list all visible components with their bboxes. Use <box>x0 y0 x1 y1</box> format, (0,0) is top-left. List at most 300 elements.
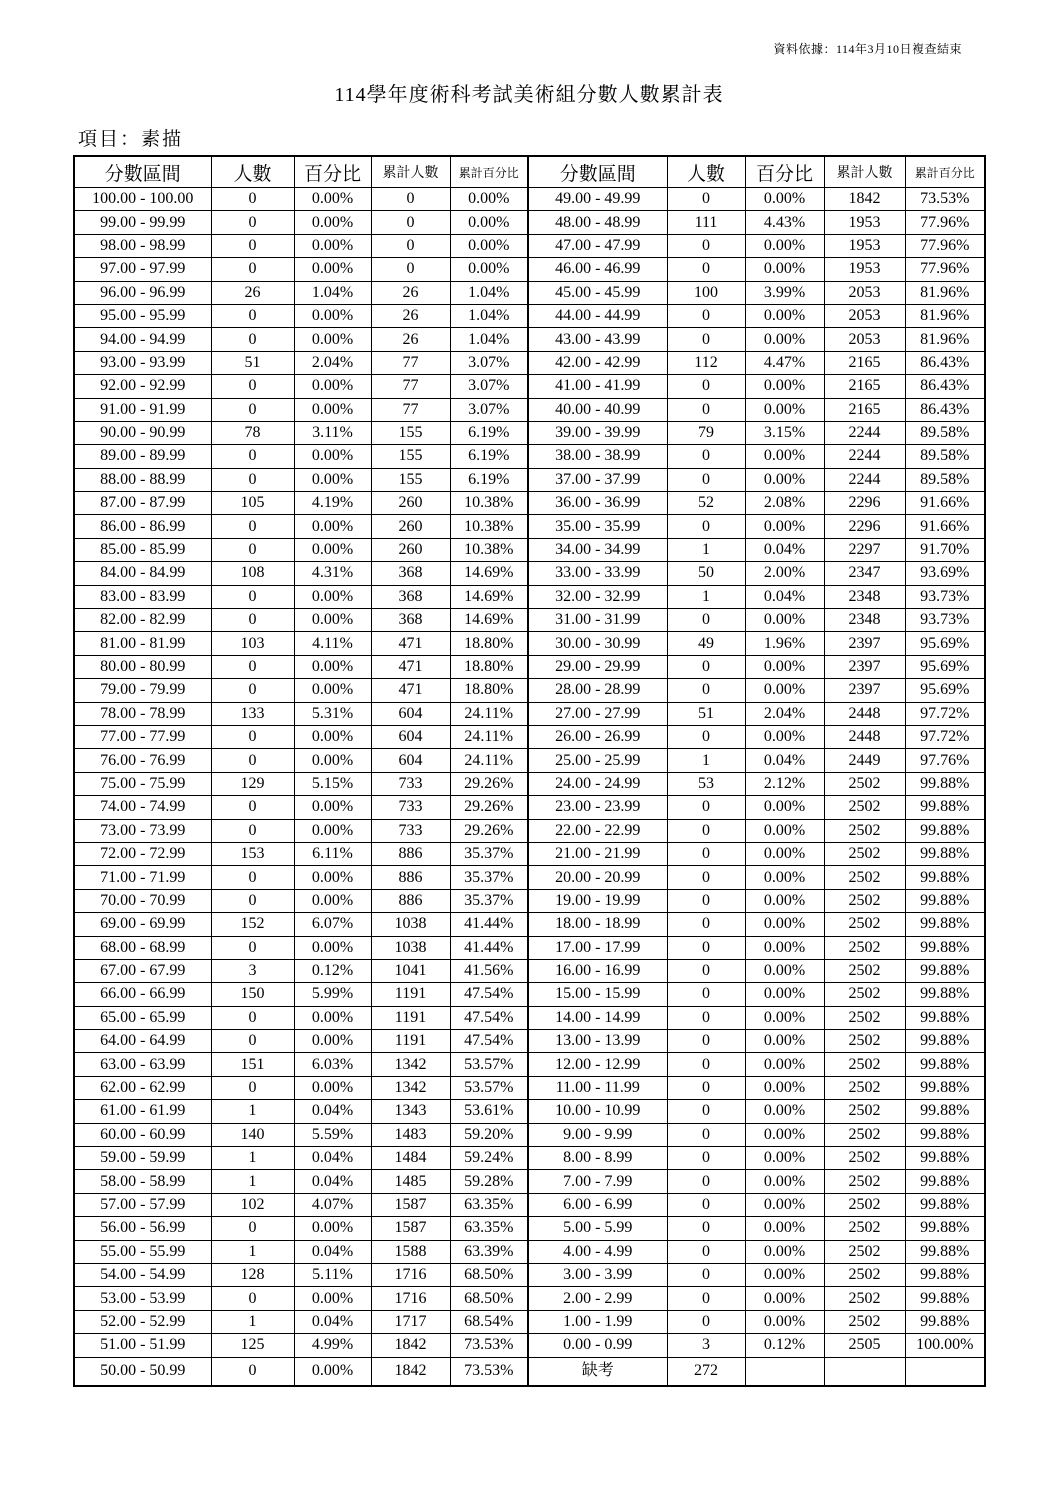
percent-cell: 0.00% <box>294 328 371 351</box>
count-cell: 0 <box>667 983 745 1006</box>
percent-cell: 0.04% <box>294 1310 371 1333</box>
percent-cell: 3.11% <box>294 421 371 444</box>
percent-cell: 0.00% <box>745 1123 824 1146</box>
percent-cell: 4.19% <box>294 492 371 515</box>
percent-cell: 0.00% <box>745 328 824 351</box>
cumulative-percent-cell: 59.24% <box>450 1147 528 1170</box>
cumulative-percent-cell: 86.43% <box>905 375 985 398</box>
count-cell: 0 <box>667 655 745 678</box>
header-cumulative-percent: 累計百分比 <box>450 156 528 188</box>
score-range-cell: 93.00 - 93.99 <box>74 351 211 374</box>
count-cell: 0 <box>211 1006 294 1029</box>
cumulative-percent-cell: 93.69% <box>905 562 985 585</box>
count-cell: 0 <box>667 234 745 257</box>
cumulative-percent-cell: 0.00% <box>450 258 528 281</box>
cumulative-count-cell: 2502 <box>824 842 905 865</box>
count-cell: 0 <box>211 375 294 398</box>
score-range-cell: 16.00 - 16.99 <box>528 959 667 982</box>
cumulative-percent-cell: 99.88% <box>905 1170 985 1193</box>
cumulative-percent-cell: 10.38% <box>450 492 528 515</box>
percent-cell: 0.00% <box>294 258 371 281</box>
cumulative-count-cell: 2397 <box>824 655 905 678</box>
score-range-cell: 95.00 - 95.99 <box>74 304 211 327</box>
cumulative-percent-cell: 35.37% <box>450 889 528 912</box>
count-cell: 26 <box>211 281 294 304</box>
score-range-cell: 18.00 - 18.99 <box>528 913 667 936</box>
cumulative-count-cell: 0 <box>371 234 450 257</box>
cumulative-percent-cell: 95.69% <box>905 655 985 678</box>
cumulative-count-cell: 2296 <box>824 492 905 515</box>
cumulative-percent-cell: 6.19% <box>450 445 528 468</box>
count-cell: 0 <box>211 1030 294 1053</box>
cumulative-count-cell: 1716 <box>371 1287 450 1310</box>
count-cell: 79 <box>667 421 745 444</box>
cumulative-percent-cell: 99.88% <box>905 1193 985 1216</box>
table-row <box>74 679 985 702</box>
count-cell: 0 <box>211 328 294 351</box>
cumulative-count-cell: 1953 <box>824 258 905 281</box>
cumulative-percent-cell: 18.80% <box>450 679 528 702</box>
cumulative-percent-cell: 81.96% <box>905 281 985 304</box>
cumulative-count-cell: 2297 <box>824 538 905 561</box>
score-range-cell: 68.00 - 68.99 <box>74 936 211 959</box>
cumulative-count-cell: 886 <box>371 866 450 889</box>
percent-cell: 0.00% <box>745 819 824 842</box>
cumulative-percent-cell: 59.28% <box>450 1170 528 1193</box>
cumulative-percent-cell: 97.72% <box>905 702 985 725</box>
score-range-cell: 30.00 - 30.99 <box>528 632 667 655</box>
cumulative-percent-cell: 77.96% <box>905 258 985 281</box>
percent-cell: 2.00% <box>745 562 824 585</box>
cumulative-count-cell: 368 <box>371 562 450 585</box>
score-range-cell: 20.00 - 20.99 <box>528 866 667 889</box>
score-range-cell: 39.00 - 39.99 <box>528 421 667 444</box>
percent-cell: 0.00% <box>294 866 371 889</box>
count-cell: 272 <box>667 1357 745 1386</box>
score-distribution-table <box>73 155 986 1387</box>
percent-cell: 0.00% <box>745 1147 824 1170</box>
percent-cell: 0.00% <box>294 609 371 632</box>
percent-cell: 0.00% <box>745 515 824 538</box>
score-range-cell: 76.00 - 76.99 <box>74 749 211 772</box>
cumulative-count-cell: 1587 <box>371 1193 450 1216</box>
cumulative-percent-cell: 99.88% <box>905 1076 985 1099</box>
percent-cell: 0.00% <box>745 1053 824 1076</box>
score-range-cell: 17.00 - 17.99 <box>528 936 667 959</box>
percent-cell: 0.00% <box>294 515 371 538</box>
cumulative-count-cell: 733 <box>371 796 450 819</box>
count-cell: 0 <box>211 304 294 327</box>
cumulative-percent-cell: 99.88% <box>905 1030 985 1053</box>
count-cell: 0 <box>667 398 745 421</box>
count-cell: 0 <box>667 959 745 982</box>
percent-cell: 4.11% <box>294 632 371 655</box>
percent-cell: 0.12% <box>745 1334 824 1357</box>
cumulative-count-cell: 0 <box>371 211 450 234</box>
percent-cell: 0.00% <box>294 936 371 959</box>
score-range-cell: 66.00 - 66.99 <box>74 983 211 1006</box>
score-range-cell: 21.00 - 21.99 <box>528 842 667 865</box>
count-cell: 0 <box>211 468 294 491</box>
score-range-cell: 91.00 - 91.99 <box>74 398 211 421</box>
table-row <box>74 445 985 468</box>
cumulative-count-cell: 1343 <box>371 1100 450 1123</box>
percent-cell: 0.00% <box>294 375 371 398</box>
count-cell: 0 <box>211 725 294 748</box>
count-cell: 0 <box>667 842 745 865</box>
cumulative-count-cell: 604 <box>371 702 450 725</box>
table-row <box>74 959 985 982</box>
percent-cell: 0.00% <box>294 1076 371 1099</box>
score-range-cell: 82.00 - 82.99 <box>74 609 211 632</box>
count-cell: 100 <box>667 281 745 304</box>
cumulative-count-cell: 2053 <box>824 328 905 351</box>
cumulative-count-cell: 1717 <box>371 1310 450 1333</box>
percent-cell: 0.04% <box>745 538 824 561</box>
count-cell: 0 <box>667 445 745 468</box>
score-range-cell: 13.00 - 13.99 <box>528 1030 667 1053</box>
table-row <box>74 1170 985 1193</box>
cumulative-percent-cell: 99.88% <box>905 842 985 865</box>
cumulative-percent-cell: 24.11% <box>450 749 528 772</box>
cumulative-count-cell: 260 <box>371 538 450 561</box>
cumulative-count-cell: 1587 <box>371 1217 450 1240</box>
cumulative-count-cell: 2502 <box>824 1123 905 1146</box>
count-cell: 0 <box>211 445 294 468</box>
cumulative-percent-cell: 89.58% <box>905 445 985 468</box>
cumulative-count-cell: 1038 <box>371 936 450 959</box>
count-cell: 1 <box>211 1147 294 1170</box>
cumulative-percent-cell: 18.80% <box>450 632 528 655</box>
cumulative-count-cell: 471 <box>371 679 450 702</box>
score-range-cell: 35.00 - 35.99 <box>528 515 667 538</box>
cumulative-percent-cell: 100.00% <box>905 1334 985 1357</box>
cumulative-percent-cell: 99.88% <box>905 772 985 795</box>
count-cell: 108 <box>211 562 294 585</box>
count-cell: 0 <box>667 913 745 936</box>
score-range-cell: 74.00 - 74.99 <box>74 796 211 819</box>
percent-cell: 3.15% <box>745 421 824 444</box>
percent-cell: 1.96% <box>745 632 824 655</box>
percent-cell: 0.00% <box>745 1076 824 1099</box>
cumulative-count-cell: 1588 <box>371 1240 450 1263</box>
percent-cell: 0.04% <box>294 1100 371 1123</box>
count-cell: 0 <box>667 866 745 889</box>
count-cell: 0 <box>211 1076 294 1099</box>
cumulative-count-cell: 733 <box>371 772 450 795</box>
percent-cell: 0.00% <box>294 749 371 772</box>
score-range-cell: 49.00 - 49.99 <box>528 188 667 211</box>
score-range-cell: 80.00 - 80.99 <box>74 655 211 678</box>
score-range-cell: 27.00 - 27.99 <box>528 702 667 725</box>
score-range-cell: 71.00 - 71.99 <box>74 866 211 889</box>
cumulative-count-cell: 155 <box>371 445 450 468</box>
cumulative-percent-cell: 29.26% <box>450 772 528 795</box>
cumulative-count-cell: 2502 <box>824 1193 905 1216</box>
cumulative-count-cell: 2347 <box>824 562 905 585</box>
percent-cell: 5.11% <box>294 1263 371 1286</box>
percent-cell: 5.99% <box>294 983 371 1006</box>
score-range-cell: 4.00 - 4.99 <box>528 1240 667 1263</box>
table-row <box>74 1240 985 1263</box>
score-range-cell: 84.00 - 84.99 <box>74 562 211 585</box>
count-cell: 0 <box>667 1123 745 1146</box>
cumulative-count-cell: 2502 <box>824 1147 905 1170</box>
score-range-cell: 25.00 - 25.99 <box>528 749 667 772</box>
percent-cell: 0.00% <box>745 1006 824 1029</box>
score-range-cell: 75.00 - 75.99 <box>74 772 211 795</box>
table-row <box>74 304 985 327</box>
cumulative-percent-cell: 1.04% <box>450 328 528 351</box>
percent-cell: 0.00% <box>294 468 371 491</box>
cumulative-percent-cell: 14.69% <box>450 609 528 632</box>
cumulative-percent-cell: 99.88% <box>905 983 985 1006</box>
header-cumulative-percent: 累計百分比 <box>905 156 985 188</box>
count-cell: 151 <box>211 1053 294 1076</box>
count-cell: 0 <box>667 725 745 748</box>
cumulative-count-cell: 1842 <box>371 1334 450 1357</box>
cumulative-count-cell: 0 <box>371 188 450 211</box>
percent-cell: 0.00% <box>294 1217 371 1240</box>
score-range-cell: 60.00 - 60.99 <box>74 1123 211 1146</box>
percent-cell: 0.00% <box>745 1263 824 1286</box>
cumulative-percent-cell: 99.88% <box>905 1287 985 1310</box>
table-row <box>74 842 985 865</box>
count-cell: 0 <box>667 1287 745 1310</box>
score-range-cell: 61.00 - 61.99 <box>74 1100 211 1123</box>
cumulative-count-cell: 2165 <box>824 351 905 374</box>
cumulative-count-cell: 2165 <box>824 398 905 421</box>
table-row <box>74 1357 985 1386</box>
score-range-cell: 40.00 - 40.99 <box>528 398 667 421</box>
cumulative-count-cell: 26 <box>371 281 450 304</box>
percent-cell: 0.00% <box>745 1170 824 1193</box>
cumulative-count-cell: 2505 <box>824 1334 905 1357</box>
cumulative-count-cell: 2448 <box>824 725 905 748</box>
count-cell: 150 <box>211 983 294 1006</box>
score-range-cell: 65.00 - 65.99 <box>74 1006 211 1029</box>
count-cell: 0 <box>211 749 294 772</box>
percent-cell: 0.00% <box>745 234 824 257</box>
cumulative-percent-cell: 99.88% <box>905 913 985 936</box>
count-cell: 0 <box>667 1147 745 1170</box>
table-row <box>74 866 985 889</box>
cumulative-count-cell: 2502 <box>824 1006 905 1029</box>
cumulative-count-cell: 2502 <box>824 1263 905 1286</box>
percent-cell: 0.04% <box>745 585 824 608</box>
count-cell: 0 <box>667 1006 745 1029</box>
count-cell: 78 <box>211 421 294 444</box>
cumulative-percent-cell: 41.44% <box>450 936 528 959</box>
percent-cell: 0.00% <box>294 725 371 748</box>
table-row <box>74 1217 985 1240</box>
cumulative-count-cell: 2448 <box>824 702 905 725</box>
percent-cell: 0.00% <box>745 375 824 398</box>
cumulative-percent-cell: 99.88% <box>905 819 985 842</box>
score-range-cell: 92.00 - 92.99 <box>74 375 211 398</box>
table-row <box>74 1076 985 1099</box>
score-range-cell: 77.00 - 77.99 <box>74 725 211 748</box>
cumulative-count-cell: 368 <box>371 585 450 608</box>
count-cell: 0 <box>211 655 294 678</box>
cumulative-percent-cell: 73.53% <box>450 1357 528 1386</box>
count-cell: 0 <box>667 1240 745 1263</box>
percent-cell: 4.99% <box>294 1334 371 1357</box>
count-cell: 49 <box>667 632 745 655</box>
cumulative-percent-cell: 99.88% <box>905 1053 985 1076</box>
cumulative-count-cell: 2502 <box>824 983 905 1006</box>
percent-cell: 0.00% <box>745 1310 824 1333</box>
cumulative-count-cell: 1842 <box>371 1357 450 1386</box>
count-cell: 133 <box>211 702 294 725</box>
table-row <box>74 398 985 421</box>
percent-cell: 0.00% <box>294 188 371 211</box>
cumulative-count-cell: 2502 <box>824 913 905 936</box>
cumulative-percent-cell: 63.35% <box>450 1217 528 1240</box>
cumulative-count-cell: 2502 <box>824 889 905 912</box>
count-cell: 1 <box>211 1310 294 1333</box>
score-range-cell: 3.00 - 3.99 <box>528 1263 667 1286</box>
cumulative-count-cell: 1342 <box>371 1076 450 1099</box>
cumulative-count-cell: 26 <box>371 304 450 327</box>
score-range-cell: 41.00 - 41.99 <box>528 375 667 398</box>
percent-cell: 0.00% <box>745 1240 824 1263</box>
count-cell: 0 <box>667 1076 745 1099</box>
count-cell: 0 <box>667 609 745 632</box>
count-cell: 128 <box>211 1263 294 1286</box>
score-range-cell: 12.00 - 12.99 <box>528 1053 667 1076</box>
score-range-cell: 69.00 - 69.99 <box>74 913 211 936</box>
cumulative-percent-cell: 97.72% <box>905 725 985 748</box>
cumulative-percent-cell: 97.76% <box>905 749 985 772</box>
cumulative-percent-cell: 63.35% <box>450 1193 528 1216</box>
table-row <box>74 421 985 444</box>
cumulative-count-cell: 1191 <box>371 983 450 1006</box>
cumulative-count-cell: 2244 <box>824 468 905 491</box>
percent-cell: 0.00% <box>745 304 824 327</box>
count-cell: 0 <box>211 188 294 211</box>
cumulative-count-cell: 1191 <box>371 1006 450 1029</box>
header-percent: 百分比 <box>294 156 371 188</box>
cumulative-count-cell: 2502 <box>824 1240 905 1263</box>
count-cell: 50 <box>667 562 745 585</box>
cumulative-count-cell: 1716 <box>371 1263 450 1286</box>
percent-cell: 5.31% <box>294 702 371 725</box>
score-range-cell: 55.00 - 55.99 <box>74 1240 211 1263</box>
cumulative-percent-cell: 63.39% <box>450 1240 528 1263</box>
table-row <box>74 632 985 655</box>
percent-cell: 0.00% <box>294 796 371 819</box>
score-range-cell: 5.00 - 5.99 <box>528 1217 667 1240</box>
cumulative-percent-cell: 99.88% <box>905 1147 985 1170</box>
cumulative-count-cell: 2502 <box>824 772 905 795</box>
percent-cell: 0.00% <box>745 842 824 865</box>
table-row <box>74 1030 985 1053</box>
percent-cell: 0.00% <box>294 445 371 468</box>
cumulative-percent-cell: 81.96% <box>905 304 985 327</box>
count-cell: 0 <box>667 304 745 327</box>
table-row <box>74 1053 985 1076</box>
cumulative-count-cell: 471 <box>371 655 450 678</box>
count-cell: 0 <box>211 211 294 234</box>
table-row <box>74 351 985 374</box>
percent-cell: 0.00% <box>745 1287 824 1310</box>
cumulative-percent-cell: 29.26% <box>450 819 528 842</box>
score-range-cell: 1.00 - 1.99 <box>528 1310 667 1333</box>
score-range-cell: 81.00 - 81.99 <box>74 632 211 655</box>
score-range-cell: 0.00 - 0.99 <box>528 1334 667 1357</box>
score-range-cell: 70.00 - 70.99 <box>74 889 211 912</box>
percent-cell: 0.04% <box>294 1240 371 1263</box>
score-range-cell: 32.00 - 32.99 <box>528 585 667 608</box>
score-range-cell: 86.00 - 86.99 <box>74 515 211 538</box>
cumulative-count-cell: 2502 <box>824 819 905 842</box>
cumulative-count-cell: 471 <box>371 632 450 655</box>
score-range-cell: 98.00 - 98.99 <box>74 234 211 257</box>
percent-cell: 0.00% <box>745 679 824 702</box>
count-cell: 0 <box>667 1217 745 1240</box>
score-range-cell: 38.00 - 38.99 <box>528 445 667 468</box>
cumulative-percent-cell: 29.26% <box>450 796 528 819</box>
table-row <box>74 188 985 211</box>
score-range-cell: 42.00 - 42.99 <box>528 351 667 374</box>
count-cell: 0 <box>211 585 294 608</box>
cumulative-count-cell: 604 <box>371 749 450 772</box>
table-row <box>74 538 985 561</box>
percent-cell: 0.00% <box>745 913 824 936</box>
cumulative-percent-cell: 47.54% <box>450 983 528 1006</box>
count-cell: 125 <box>211 1334 294 1357</box>
cumulative-count-cell: 2502 <box>824 936 905 959</box>
count-cell: 1 <box>211 1170 294 1193</box>
score-range-cell: 67.00 - 67.99 <box>74 959 211 982</box>
percent-cell: 0.00% <box>294 398 371 421</box>
cumulative-count-cell: 155 <box>371 421 450 444</box>
percent-cell: 0.00% <box>294 1030 371 1053</box>
cumulative-count-cell: 733 <box>371 819 450 842</box>
header-row <box>74 156 985 188</box>
cumulative-count-cell: 886 <box>371 889 450 912</box>
score-range-cell: 100.00 - 100.00 <box>74 188 211 211</box>
count-cell: 0 <box>211 866 294 889</box>
table-row <box>74 609 985 632</box>
percent-cell: 2.04% <box>294 351 371 374</box>
score-range-cell: 58.00 - 58.99 <box>74 1170 211 1193</box>
score-range-cell: 88.00 - 88.99 <box>74 468 211 491</box>
percent-cell: 0.04% <box>294 1147 371 1170</box>
score-range-cell: 31.00 - 31.99 <box>528 609 667 632</box>
table-row <box>74 913 985 936</box>
cumulative-count-cell: 2502 <box>824 1076 905 1099</box>
cumulative-percent-cell: 73.53% <box>905 188 985 211</box>
score-range-cell: 59.00 - 59.99 <box>74 1147 211 1170</box>
table-row <box>74 375 985 398</box>
count-cell: 0 <box>667 1100 745 1123</box>
score-range-cell: 9.00 - 9.99 <box>528 1123 667 1146</box>
cumulative-percent-cell: 0.00% <box>450 234 528 257</box>
cumulative-percent-cell: 18.80% <box>450 655 528 678</box>
cumulative-percent-cell: 53.57% <box>450 1053 528 1076</box>
score-range-cell: 15.00 - 15.99 <box>528 983 667 1006</box>
count-cell: 1 <box>667 538 745 561</box>
score-range-cell: 11.00 - 11.99 <box>528 1076 667 1099</box>
score-range-cell: 37.00 - 37.99 <box>528 468 667 491</box>
percent-cell: 5.15% <box>294 772 371 795</box>
count-cell: 3 <box>211 959 294 982</box>
cumulative-count-cell: 2502 <box>824 959 905 982</box>
percent-cell: 2.12% <box>745 772 824 795</box>
cumulative-count-cell: 2502 <box>824 866 905 889</box>
